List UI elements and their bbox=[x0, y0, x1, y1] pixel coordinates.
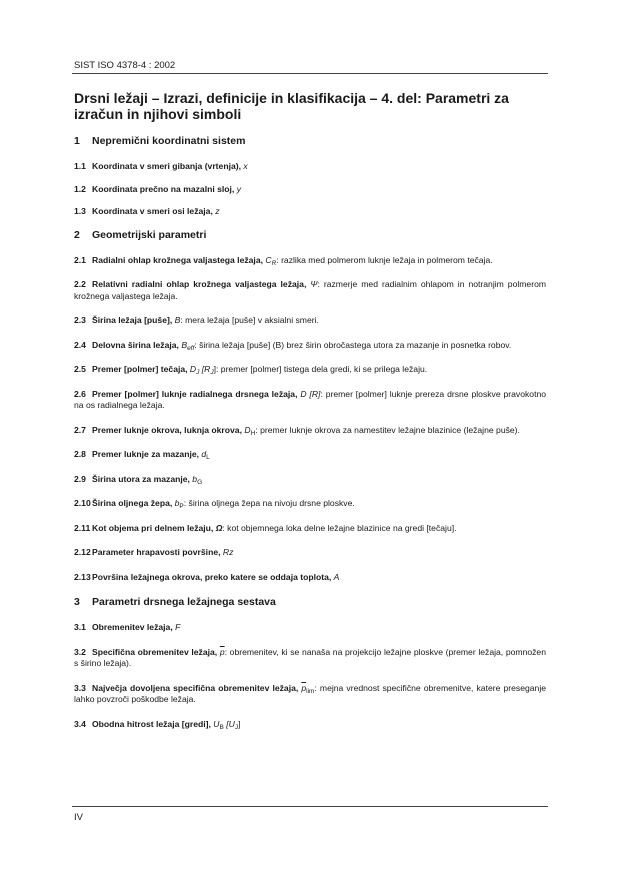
entry-number: 2.6 bbox=[74, 388, 86, 399]
header-rule bbox=[72, 73, 548, 74]
entry-term: Širina ležaja [puše], bbox=[92, 315, 173, 325]
entry-number: 2.13 bbox=[74, 571, 91, 582]
entry-1-2 bbox=[74, 184, 546, 196]
entry-term: Širina utora za mazanje, bbox=[92, 473, 190, 484]
entry-number: 2.9 bbox=[74, 473, 86, 484]
entry-definition: : premer [polmer] tistega dela gredi, ki se prilega ležaju. bbox=[216, 364, 428, 374]
entry-number: 2.4 bbox=[74, 339, 86, 350]
entry-symbol-alt-close: ] bbox=[238, 718, 241, 729]
entry-2-12 bbox=[74, 547, 546, 559]
entry-2-7 bbox=[74, 425, 546, 437]
document-body bbox=[74, 90, 546, 743]
entry-symbol: y bbox=[236, 183, 241, 194]
entry-3-3 bbox=[74, 683, 546, 706]
entry-number: 2.5 bbox=[74, 364, 86, 374]
entry-number: 2.3 bbox=[74, 315, 86, 325]
entry-symbol: B bbox=[181, 339, 188, 350]
entry-number: 3.1 bbox=[74, 622, 86, 632]
entry-symbol-alt: [U bbox=[226, 718, 235, 729]
entry-term: Specifična obremenitev ležaja, bbox=[92, 646, 218, 657]
entry-term: Premer luknje za mazanje, bbox=[92, 449, 199, 459]
entry-2-10 bbox=[74, 498, 546, 510]
section-number: 3 bbox=[74, 596, 80, 608]
entry-symbol: D bbox=[244, 424, 251, 435]
entry-term: Površina ležajnega okrova, preko katere se oddaja toplota, bbox=[92, 571, 332, 582]
entry-2-9 bbox=[74, 474, 546, 486]
entry-term: Koordinata prečno na mazalni sloj, bbox=[92, 183, 235, 194]
entry-3-4 bbox=[74, 719, 546, 731]
entry-2-2 bbox=[74, 279, 546, 302]
entry-symbol: x bbox=[243, 161, 248, 171]
entry-definition: : obremenitev, ki se nanaša na projekcijo ležajne ploskve (premer ležaja, pomnožen s širino ležaja). bbox=[74, 646, 546, 668]
entry-symbol: D bbox=[189, 364, 197, 374]
entry-number: 2.2 bbox=[74, 279, 86, 289]
entry-definition: : razmerje med radialnim ohlapom in notranjim polmerom krožnega valjastega ležaja. bbox=[74, 279, 547, 301]
entry-2-13 bbox=[74, 572, 546, 584]
entry-symbol-subscript: J bbox=[196, 369, 200, 376]
footer-rule bbox=[72, 806, 548, 807]
entry-symbol: C bbox=[265, 254, 272, 265]
entry-number: 1.2 bbox=[74, 183, 86, 194]
entry-symbol: F bbox=[175, 622, 181, 632]
entry-symbol: z bbox=[215, 206, 220, 216]
entry-2-5 bbox=[74, 364, 546, 376]
entry-term: Kot objema pri delnem ležaju, bbox=[92, 522, 214, 533]
entry-symbol: d bbox=[201, 449, 207, 459]
entry-definition: : premer luknje okrova za namestitev ležajne blazinice (ležajne puše). bbox=[255, 424, 520, 435]
entry-number: 1.3 bbox=[74, 206, 86, 216]
title-line-1: Drsni ležaji – Izrazi, definicije in klasifikacija – 4. del: Parametri za bbox=[74, 90, 509, 106]
entry-definition: : širina ležaja [puše] (B) brez širin obročastega utora za mazanje in posnetka robov. bbox=[194, 339, 512, 350]
entry-symbol: b bbox=[174, 498, 180, 508]
entry-2-6 bbox=[74, 389, 546, 412]
entry-symbol-alt: [R bbox=[201, 364, 211, 374]
entry-term: Parameter hrapavosti površine, bbox=[92, 547, 221, 557]
entry-2-1 bbox=[74, 255, 546, 267]
entry-definition: : kot objemnega loka delne ležajne blazinice na gredi [tečaju]. bbox=[222, 522, 457, 533]
entry-definition: : mejna vrednost specifične obremenitve, katere preseganje lahko povzroči poškodbe ležaja. bbox=[74, 682, 547, 704]
entry-symbol: Ω bbox=[215, 522, 223, 533]
entry-symbol: U bbox=[213, 718, 220, 729]
title-line-2: izračun in njihovi simboli bbox=[74, 106, 242, 122]
section-title: Parametri drsnega ležajnega sestava bbox=[92, 596, 276, 608]
section-number: 1 bbox=[74, 135, 80, 147]
entry-term: Premer [polmer] luknje radialnega drsnega ležaja, bbox=[92, 388, 298, 399]
section-heading-1 bbox=[74, 135, 546, 147]
entry-symbol-subscript: P bbox=[179, 503, 184, 510]
entry-number: 2.7 bbox=[74, 424, 86, 435]
entry-symbol-subscript: L bbox=[206, 454, 210, 461]
entry-term: Koordinata v smeri gibanja (vrtenja), bbox=[92, 161, 241, 171]
section-heading-3 bbox=[74, 596, 546, 608]
page-number: IV bbox=[74, 812, 83, 823]
entry-3-1 bbox=[74, 622, 546, 634]
entry-symbol: B bbox=[174, 315, 181, 325]
entry-symbol: A bbox=[333, 571, 340, 582]
entry-term: Relativni radialni ohlap krožnega valjastega ležaja, bbox=[92, 279, 307, 289]
entry-symbol-subscript: lim bbox=[306, 687, 315, 695]
document-id-header: SIST ISO 4378-4 : 2002 bbox=[74, 60, 176, 71]
entry-definition: : razlika med polmerom luknje ležaja in polmerom tečaja. bbox=[276, 254, 493, 265]
entry-term: Delovna širina ležaja, bbox=[92, 339, 179, 350]
entry-symbol-alt-close: ] bbox=[213, 364, 217, 374]
entry-2-11 bbox=[74, 523, 546, 535]
entry-symbol: Ψ bbox=[310, 279, 318, 289]
entry-symbol-alt-subscript: J bbox=[234, 723, 239, 731]
entry-symbol-alt-subscript: J bbox=[210, 369, 214, 376]
entry-2-3 bbox=[74, 315, 546, 327]
entry-term: Širina oljnega žepa, bbox=[92, 498, 173, 508]
entry-term: Radialni ohlap krožnega valjastega ležaja, bbox=[92, 254, 263, 265]
entry-term: Premer luknje okrova, luknja okrova, bbox=[92, 424, 242, 435]
entry-number: 3.2 bbox=[74, 646, 86, 657]
entry-symbol: $\overline{p}$ bbox=[219, 646, 225, 657]
entry-2-4 bbox=[74, 340, 546, 352]
entry-number: 3.3 bbox=[74, 682, 86, 693]
entry-symbol-subscript: G bbox=[197, 478, 203, 486]
entry-definition: : širina oljnega žepa na nivoju drsne ploskve. bbox=[183, 498, 355, 508]
entry-symbol-subscript: B bbox=[219, 723, 224, 731]
entry-definition: : premer [polmer] luknje prereza drsne ploskve pravokotno na os radialnega ležaja. bbox=[74, 388, 547, 410]
entry-2-8 bbox=[74, 449, 546, 461]
entry-symbol-subscript: eff bbox=[187, 344, 195, 352]
section-title: Geometrijski parametri bbox=[92, 228, 207, 241]
entry-3-2 bbox=[74, 647, 546, 670]
entry-symbol-subscript: R bbox=[271, 259, 277, 267]
entry-term: Premer [polmer] tečaja, bbox=[92, 364, 188, 374]
section-heading-2 bbox=[74, 229, 546, 241]
entry-number: 2.10 bbox=[74, 498, 91, 508]
entry-definition: : mera ležaja [puše] v aksialni smeri. bbox=[180, 315, 319, 325]
entry-term: Koordinata v smeri osi ležaja, bbox=[92, 206, 213, 216]
entry-number: 2.11 bbox=[74, 522, 91, 533]
entry-number: 3.4 bbox=[74, 718, 86, 729]
document-title bbox=[74, 90, 546, 122]
entry-symbol: $\overline{p}$ bbox=[301, 682, 307, 693]
entry-1-1 bbox=[74, 161, 546, 173]
entry-number: 1.1 bbox=[74, 161, 86, 171]
section-number: 2 bbox=[74, 228, 80, 241]
entry-number: 2.8 bbox=[74, 449, 86, 459]
entry-symbol: D [R] bbox=[300, 388, 321, 399]
entry-symbol-subscript: H bbox=[250, 429, 256, 437]
entry-term: Obodna hitrost ležaja [gredi], bbox=[92, 718, 211, 729]
section-title: Nepremični koordinatni sistem bbox=[92, 135, 246, 147]
entry-symbol: b bbox=[192, 473, 198, 484]
entry-term: Največja dovoljena specifična obremenitev ležaja, bbox=[92, 682, 299, 693]
entry-term: Obremenitev ležaja, bbox=[92, 622, 173, 632]
entry-number: 2.12 bbox=[74, 547, 91, 557]
entry-number: 2.1 bbox=[74, 254, 86, 265]
entry-1-3 bbox=[74, 206, 546, 218]
entry-symbol: Rz bbox=[222, 547, 234, 557]
